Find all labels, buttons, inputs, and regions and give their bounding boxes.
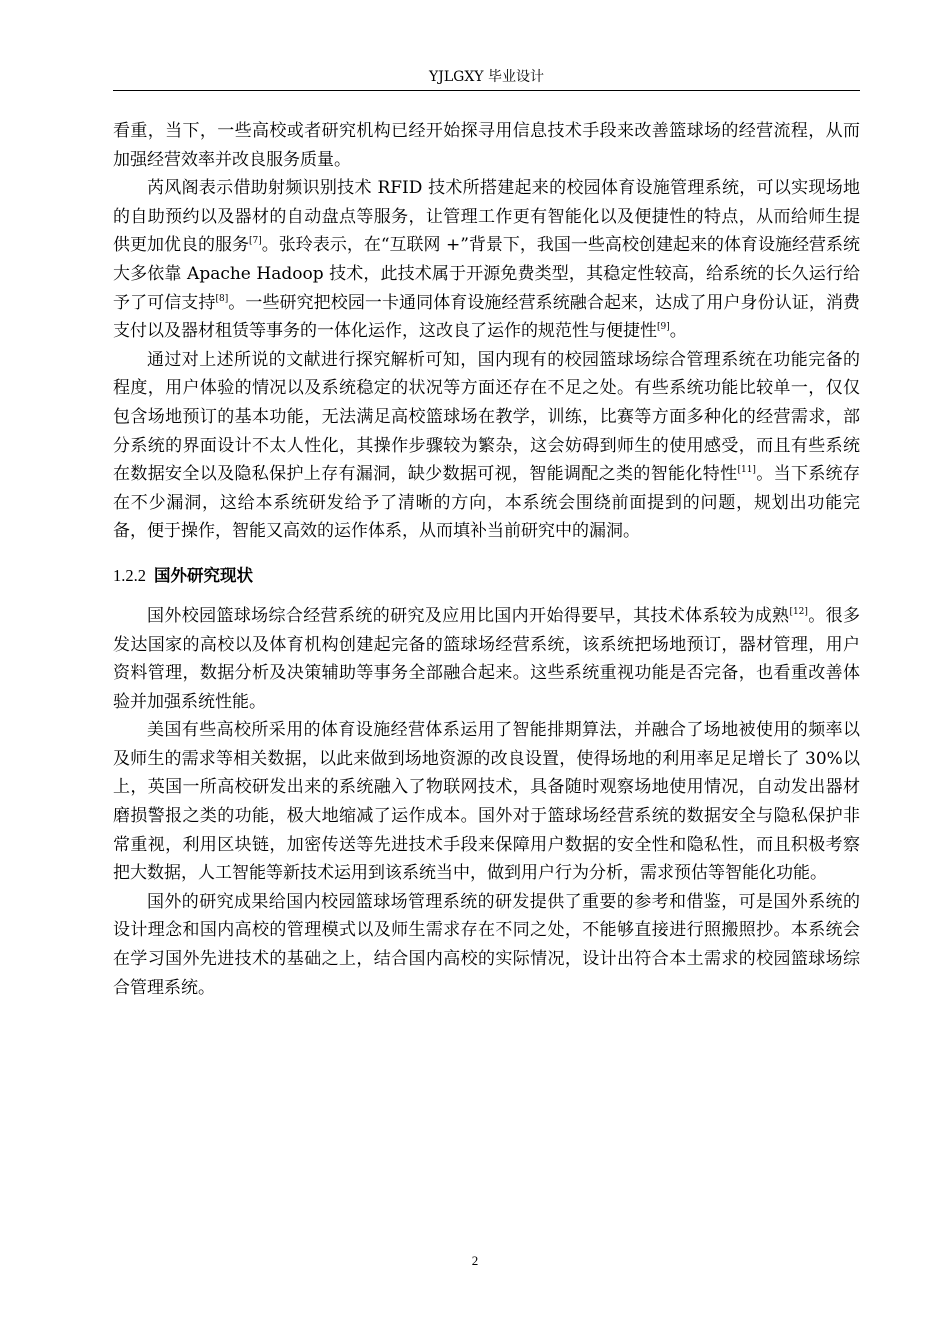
section-heading (113, 562, 860, 590)
paragraph (113, 117, 860, 174)
document-body (113, 117, 860, 1002)
paragraph (113, 174, 860, 346)
paragraph-text: 美国有些高校所采用的体育设施经营体系运用了智能排期算法，并融合了场地被使用的频率以及师生的需求等相关数据，以此来做到场地资源的改良设置，使得场地的利用率足足增长了 30%以上，英国一所高校研发出来的系统融入了物联网技术，具备随时观察场地使用情况，自动发出器材磨损警报之类的功能，极大地缩减了运作成本。国外对于篮球场经营系统的数据安全与隐私保护非常重视，利用区块链，加密传送等先进技术手段来保障用户数据的安全性和隐私性，而且积极考察把大数据，人工智能等新技术运用到该系统当中，做到用户行为分析，需求预估等智能化功能。 (113, 720, 860, 884)
section-number: 1.2.2 (113, 565, 146, 585)
paragraph-text: 。当下系统存在不少漏洞，这给本系统研发给予了清晰的方向，本系统会围绕前面提到的问题，规划出功能完备，便于操作，智能又高效的运作体系，从而填补当前研究中的漏洞。 (113, 464, 861, 542)
paragraph-text: 芮风阁表示借助射频识别技术 RFID 技术所搭建起来的校园体育设施管理系统，可以实现场地的自助预约以及器材的自动盘点等服务，让管理工作更有智能化以及便捷性的特点，从而给师生提供更加优良的服务 (113, 178, 860, 256)
citation-ref: [7] (249, 236, 262, 247)
paragraph (113, 888, 860, 1002)
paragraph-text: 。很多发达国家的高校以及体育机构创建起完备的篮球场经营系统，该系统把场地预订，器材管理，用户资料管理，数据分析及决策辅助等事务全部融合起来。这些系统重视功能是否完备，也看重改善体验并加强系统性能。 (113, 605, 861, 712)
paragraph (113, 602, 860, 716)
page-header: YJLGXY 毕业设计 (429, 69, 544, 85)
citation-ref: [12] (789, 606, 808, 617)
paragraph-text: 国外的研究成果给国内校园篮球场管理系统的研发提供了重要的参考和借鉴，可是国外系统的设计理念和国内高校的管理模式以及师生需求存在不同之处，不能够直接进行照搬照抄。本系统会在学习国外先进技术的基础之上，结合国内高校的实际情况，设计出符合本土需求的校园篮球场综合管理系统。 (113, 891, 860, 998)
paragraph-text: 。一些研究把校园一卡通同体育设施经营系统融合起来，达成了用户身份认证，消费支付以及器材租赁等事务的一体化运作，这改良了运作的规范性与便捷性 (113, 292, 861, 342)
paragraph-text: 。张玲表示，在“互联网 +”背景下，我国一些高校创建起来的体育设施经营系统大多依靠 Apache Hadoop 技术，此技术属于开源免费类型，其稳定性较高，给系统的长久运行给予了可信支持 (113, 235, 861, 313)
paragraph-group-top (113, 117, 860, 546)
paragraph-text: 通过对上述所说的文献进行探究解析可知，国内现有的校园篮球场综合管理系统在功能完备的程度，用户体验的情况以及系统稳定的状况等方面还存在不足之处。有些系统功能比较单一，仅仅包含场地预订的基本功能，无法满足高校篮球场在教学，训练，比赛等方面多种化的经营需求，部分系统的界面设计不太人性化，其操作步骤较为繁杂，这会妨碍到师生的使用感受，而且有些系统在数据安全以及隐私保护上存有漏洞，缺少数据可视，智能调配之类的智能化特性 (113, 349, 860, 485)
section-title: 国外研究现状 (154, 565, 253, 585)
citation-ref: [9] (657, 322, 670, 333)
paragraph-group-bottom (113, 602, 860, 1002)
citation-ref: [8] (215, 293, 229, 304)
paragraph-text: 。 (669, 321, 687, 342)
paragraph (113, 346, 860, 546)
header-divider (113, 90, 860, 91)
paragraph-text: 看重，当下，一些高校或者研究机构已经开始探寻用信息技术手段来改善篮球场的经营流程，从而加强经营效率并改良服务质量。 (113, 121, 860, 170)
paragraph-text: 国外校园篮球场综合经营系统的研究及应用比国内开始得要早，其技术体系较为成熟 (147, 605, 790, 626)
citation-ref: [11] (737, 465, 756, 476)
paragraph (113, 716, 860, 888)
page-number: 2 (471, 1253, 479, 1268)
